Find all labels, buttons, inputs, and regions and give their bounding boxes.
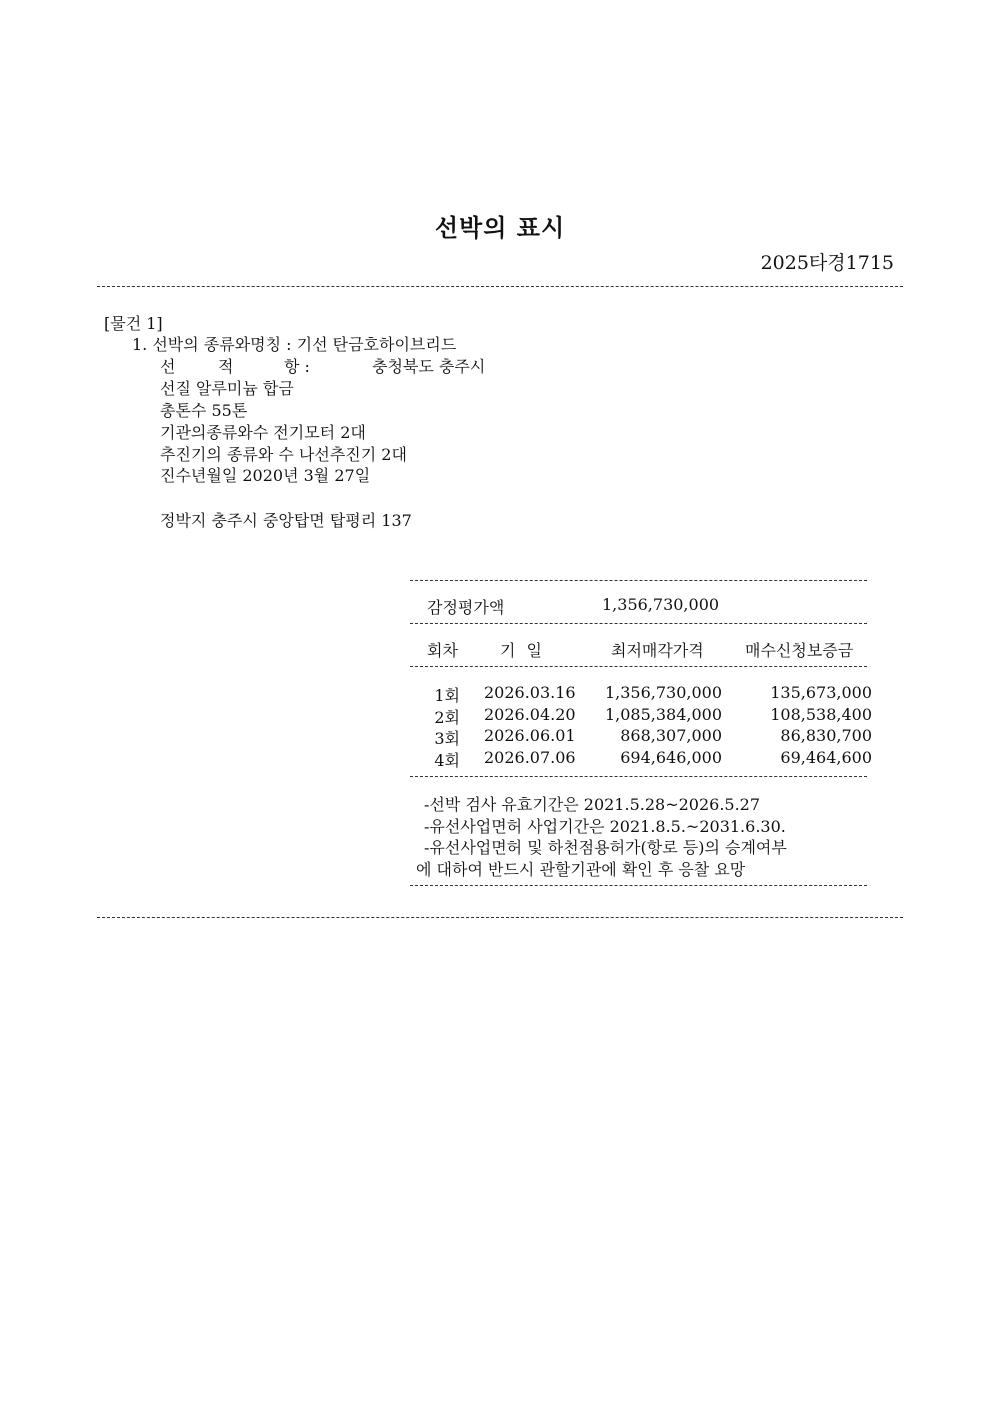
column-header-date: 기 일 xyxy=(500,641,542,660)
table-row-min-price: 1,356,730,000 xyxy=(604,683,722,702)
table-row-deposit: 86,830,700 xyxy=(780,726,872,745)
column-header-min-price: 최저매각가격 xyxy=(611,641,704,660)
column-header-round: 회차 xyxy=(427,641,458,660)
item-header: [물건 1] xyxy=(104,314,163,333)
table-row-min-price: 1,085,384,000 xyxy=(604,705,722,724)
note-confirm: 에 대하여 반드시 관할기관에 확인 후 응찰 요망 xyxy=(416,860,746,879)
note-inspection: -선박 검사 유효기간은 2021.5.28~2026.5.27 xyxy=(424,795,761,814)
note-license-period: -유선사업면허 사업기간은 2021.8.5.~2031.6.30. xyxy=(424,817,786,836)
table-row-deposit: 108,538,400 xyxy=(770,705,872,724)
top-divider xyxy=(97,286,903,287)
appraisal-value: 1,356,730,000 xyxy=(602,595,720,614)
gross-tonnage: 총톤수 55톤 xyxy=(160,401,248,420)
vessel-type-name: 1. 선박의 종류와명칭 : 기선 탄금호하이브리드 xyxy=(132,335,457,354)
column-header-deposit: 매수신청보증금 xyxy=(745,641,854,660)
table-row-deposit: 69,464,600 xyxy=(780,748,872,767)
table-divider-top xyxy=(410,580,867,581)
bottom-divider xyxy=(97,917,903,918)
table-row-date: 2026.04.20 xyxy=(484,705,576,724)
page-title: 선박의 표시 xyxy=(434,214,566,242)
appraisal-label: 감정평가액 xyxy=(427,598,505,617)
table-row-round: 3회 xyxy=(434,729,460,748)
berth-location: 정박지 충주시 중앙탑면 탑평리 137 xyxy=(160,511,412,530)
table-row-date: 2026.03.16 xyxy=(484,683,576,702)
table-row-min-price: 694,646,000 xyxy=(620,748,722,767)
table-row-round: 2회 xyxy=(434,708,460,727)
propeller-info: 추진기의 종류와 수 나선추진기 2대 xyxy=(160,445,407,464)
table-row-min-price: 868,307,000 xyxy=(620,726,722,745)
table-divider-appraisal xyxy=(410,623,867,624)
table-row-deposit: 135,673,000 xyxy=(770,683,872,702)
hull-material: 선질 알루미늄 합금 xyxy=(160,379,294,398)
table-divider-rows xyxy=(410,776,867,777)
launch-date: 진수년월일 2020년 3월 27일 xyxy=(160,466,371,485)
table-divider-header xyxy=(410,666,867,667)
port-value: 충청북도 충주시 xyxy=(372,357,486,376)
table-row-date: 2026.06.01 xyxy=(484,726,576,745)
table-row-round: 1회 xyxy=(434,686,460,705)
engine-info: 기관의종류와수 전기모터 2대 xyxy=(160,423,366,442)
case-number: 2025타경1715 xyxy=(760,252,894,274)
table-row-date: 2026.07.06 xyxy=(484,748,576,767)
note-succession: -유선사업면허 및 하천점용허가(항로 등)의 승계여부 xyxy=(424,838,787,857)
table-row-round: 4회 xyxy=(434,751,460,770)
table-divider-bottom xyxy=(410,885,867,886)
